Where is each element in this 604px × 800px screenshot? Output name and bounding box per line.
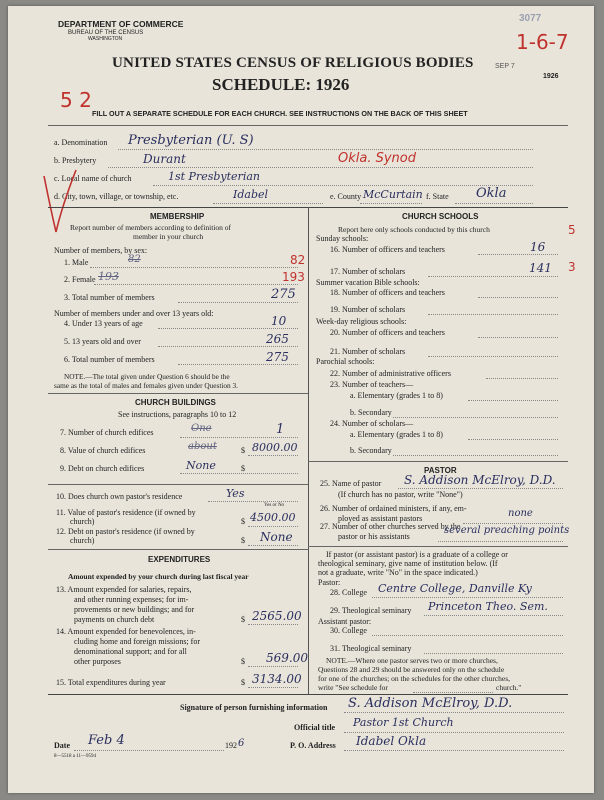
membership-intro-1: Report number of members according to definition of <box>70 223 231 232</box>
buildings-sub: See instructions, paragraphs 10 to 12 <box>118 410 237 419</box>
q15-dollar-sign: $ <box>241 678 245 687</box>
q21-underline <box>428 356 558 357</box>
q5-underline <box>158 346 298 347</box>
q8-value: 8000.00 <box>252 441 298 454</box>
pastor-subheading: Pastor: <box>318 578 341 587</box>
q17-underline <box>428 276 558 277</box>
po-address-label: P. O. Address <box>290 741 336 750</box>
q23a-underline <box>468 400 558 401</box>
q14-value: 569.00 <box>266 651 308 665</box>
column-divider <box>308 207 309 694</box>
q25-underline <box>398 488 563 489</box>
q15-underline <box>248 687 298 688</box>
q2-label: 2. Female <box>64 275 96 284</box>
q24-label: 24. Number of scholars— <box>330 419 414 428</box>
vbs-label: Summer vacation Bible schools: <box>316 278 420 287</box>
pastor-note-5: church." <box>496 683 522 692</box>
q6-underline <box>178 364 298 365</box>
parochial-label: Parochial schools: <box>316 357 375 366</box>
date-year-suffix: 6 <box>238 738 245 749</box>
official-title-value: Pastor 1st Church <box>353 716 454 729</box>
membership-note-1: NOTE.—The total given under Question 6 should be the <box>64 372 230 381</box>
stamp-date: SEP 7 <box>495 63 515 70</box>
pastor-heading: PASTOR <box>424 466 457 475</box>
left-margin-annotation: 5 2 <box>60 88 92 112</box>
q7-value: 1 <box>276 422 285 437</box>
weekday-label: Week-day religious schools: <box>316 317 407 326</box>
q18-underline <box>478 297 558 298</box>
q13-underline <box>248 624 298 625</box>
q7-struck-value: One <box>191 423 212 434</box>
po-address-value: Idabel Okla <box>356 734 427 748</box>
presbytery-label: b. Presbytery <box>54 156 97 165</box>
body-bottom-rule <box>48 694 568 695</box>
q7-underline <box>180 437 298 438</box>
q11-label: 11. Value of pastor's residence (if owned by <box>56 508 196 517</box>
q18-label: 18. Number of officers and teachers <box>330 288 445 297</box>
denomination-underline <box>118 149 533 150</box>
by-sex-label: Number of members, by sex: <box>54 246 148 255</box>
q15-label: 15. Total expenditures during year <box>56 678 166 687</box>
q28-value: Centre College, Danville Ky <box>378 582 532 595</box>
signature-underline <box>344 712 564 713</box>
q23-label: 23. Number of teachers— <box>330 380 414 389</box>
q11-underline <box>248 526 298 527</box>
q24a-label: a. Elementary (grades 1 to 8) <box>350 430 443 439</box>
q19-underline <box>428 314 558 315</box>
q26-value: none <box>508 508 533 519</box>
q28-underline <box>372 597 563 598</box>
header-rule <box>48 125 568 126</box>
q22-underline <box>486 378 558 379</box>
q9-label: 9. Debt on church edifices <box>60 464 145 473</box>
date-year-prefix: 192 <box>225 741 237 750</box>
sunday-schools-label: Sunday schools: <box>316 234 369 243</box>
expenditures-heading: EXPENDITURES <box>148 555 211 564</box>
q20-label: 20. Number of officers and teachers <box>330 328 445 337</box>
q23b-label: b. Secondary <box>350 408 392 417</box>
bureau-city: WASHINGTON <box>88 36 123 42</box>
state-underline <box>455 203 533 204</box>
q12-label-2: church) <box>70 536 95 545</box>
q25-label: 25. Name of pastor <box>320 479 382 488</box>
q27-line-1: 27. Number of other churches served by the <box>320 522 461 531</box>
q25-note: (If church has no pastor, write "None") <box>338 490 463 499</box>
date-underline <box>74 750 224 751</box>
presbytery-underline <box>108 167 533 168</box>
q29-underline <box>424 615 563 616</box>
q12-underline <box>248 545 298 546</box>
q31-label: 31. Theological seminary <box>330 644 412 653</box>
stamp-number: 3077 <box>519 13 542 24</box>
q11-dollar-sign: $ <box>241 517 245 526</box>
q26-underline <box>463 523 563 524</box>
q3-value: 275 <box>271 287 296 302</box>
q11-value: 4500.00 <box>250 511 296 524</box>
schools-heading: CHURCH SCHOOLS <box>402 212 479 221</box>
q17-value: 141 <box>529 261 552 275</box>
q9-dollar-sign: $ <box>241 464 245 473</box>
yes-or-no-hint: Yes or No <box>264 503 285 508</box>
q1-struck-value: 82 <box>128 254 141 265</box>
county-label: e. County <box>330 192 362 201</box>
q12-dollar-sign: $ <box>241 536 245 545</box>
q2-underline <box>94 284 298 285</box>
q13-value: 2565.00 <box>252 609 302 623</box>
pastor-note-4: write "See schedule for <box>318 683 388 692</box>
membership-intro-2: member in your church <box>133 232 204 241</box>
college-instruction-3: not a graduate, write "No" in the space indicated.) <box>318 568 478 577</box>
local-name-value: 1st Presbyterian <box>168 170 260 183</box>
q13-line-4: payments on church debt <box>74 615 155 624</box>
q9-value: None <box>186 459 216 472</box>
q25-value: S. Addison McElroy, D.D. <box>404 473 556 487</box>
schedule-year: SCHEDULE: 1926 <box>212 75 350 94</box>
membership-bottom-rule <box>48 393 308 394</box>
q24b-underline <box>393 455 558 456</box>
corner-annotation: 1-6-7 <box>516 30 569 54</box>
q15-value: 3134.00 <box>252 672 302 686</box>
q20-underline <box>478 337 558 338</box>
q26-line-2: ployed as assistant pastors <box>338 514 423 523</box>
q14-line-4: other purposes <box>74 657 121 666</box>
q14-line-1: 14. Amount expended for benevolences, in- <box>56 627 196 636</box>
q2-value: 193 <box>282 270 305 284</box>
q9-rule <box>48 484 308 485</box>
presbytery-synod-note: Okla. Synod <box>338 151 416 166</box>
city-value: Idabel <box>233 188 269 201</box>
q3-label: 3. Total number of members <box>64 293 155 302</box>
q27-line-2: pastor or his assistants <box>338 532 410 541</box>
q13-dollar-sign: $ <box>241 615 245 624</box>
q27-underline <box>438 541 563 542</box>
state-value: Okla <box>476 186 507 201</box>
q4-value: 10 <box>271 314 287 328</box>
po-address-underline <box>344 750 564 751</box>
pastor-note-3: for one of the churches; on the schedules for the other churches, <box>318 674 511 683</box>
schools-intro: Report here only schools conducted by this church <box>338 225 490 234</box>
q3-underline <box>178 302 298 303</box>
q17-annotation: 3 <box>568 260 576 274</box>
q27-value: several preaching points <box>444 525 570 536</box>
q29-value: Princeton Theo. Sem. <box>428 600 548 613</box>
q24b-label: b. Secondary <box>350 446 392 455</box>
pastor-note-2: Questions 28 and 29 should be answered only on the schedule <box>318 665 505 674</box>
denomination-value: Presbyterian (U. S) <box>128 133 254 148</box>
q16-underline <box>478 254 558 255</box>
q29-label: 29. Theological seminary <box>330 606 412 615</box>
q7-label: 7. Number of church edifices <box>60 428 154 437</box>
official-title-label: Official title <box>294 723 336 732</box>
pastor-note-1: NOTE.—Where one pastor serves two or more churches, <box>326 656 498 665</box>
q14-underline <box>248 666 298 667</box>
census-schedule-sheet <box>8 6 594 793</box>
assistant-pastor-subheading: Assistant pastor: <box>318 617 372 626</box>
q8-label: 8. Value of church edifices <box>60 446 146 455</box>
buildings-heading: CHURCH BUILDINGS <box>135 398 216 407</box>
q22-label: 22. Number of administrative officers <box>330 369 451 378</box>
q26-line-1: 26. Number of ordained ministers, if any, em- <box>320 504 467 513</box>
q4-underline <box>158 328 298 329</box>
q5-label: 5. 13 years old and over <box>64 337 141 346</box>
q13-line-2: and other running expenses; for im- <box>74 595 189 604</box>
signature-value: S. Addison McElroy, D.D. <box>348 696 513 711</box>
department-name: DEPARTMENT OF COMMERCE <box>58 19 184 29</box>
q12-label: 12. Debt on pastor's residence (if owned by <box>56 527 195 536</box>
q4-label: 4. Under 13 years of age <box>64 319 143 328</box>
q28-label: 28. College <box>330 588 367 597</box>
q21-label: 21. Number of scholars <box>330 347 406 356</box>
q2-struck-value: 193 <box>98 270 119 283</box>
bureau-name: BUREAU OF THE CENSUS <box>68 30 144 36</box>
membership-note-2: same as the total of males and females given under Question 3. <box>54 381 238 390</box>
q5-value: 265 <box>266 332 289 346</box>
q14-line-2: cluding home and foreign missions; for <box>74 637 200 646</box>
buildings-bottom-rule <box>48 549 308 550</box>
q14-dollar-sign: $ <box>241 657 245 666</box>
college-instruction-2: theological seminary, give name of institution below. (If <box>318 559 498 568</box>
form-title: UNITED STATES CENSUS OF RELIGIOUS BODIES <box>112 55 474 71</box>
q17-label: 17. Number of scholars <box>330 267 406 276</box>
q13-line-1: 13. Amount expended for salaries, repairs, <box>56 585 192 594</box>
q10-underline <box>208 501 298 502</box>
fill-instruction: FILL OUT A SEPARATE SCHEDULE FOR EACH CHURCH. SEE INSTRUCTIONS ON THE BACK OF THIS SHEET <box>92 109 468 118</box>
q24a-underline <box>468 439 558 440</box>
presbytery-value: Durant <box>143 152 186 166</box>
q16-label: 16. Number of officers and teachers <box>330 245 445 254</box>
q16-value: 16 <box>530 240 546 254</box>
q30-underline <box>372 635 563 636</box>
stamp-year: 1926 <box>543 73 559 80</box>
pastor-note-blank <box>413 692 493 693</box>
signature-label: Signature of person furnishing information <box>180 703 328 712</box>
q1-underline <box>90 267 298 268</box>
q1-value: 82 <box>290 253 306 267</box>
q23a-label: a. Elementary (grades 1 to 8) <box>350 391 443 400</box>
college-instruction-1: If pastor (or assistant pastor) is a graduate of a college or <box>326 550 508 559</box>
q30-label: 30. College <box>330 626 367 635</box>
q31-underline <box>424 653 563 654</box>
city-underline <box>213 203 323 204</box>
membership-heading: MEMBERSHIP <box>150 212 205 221</box>
schools-bottom-rule <box>308 461 568 462</box>
q11-label-2: church) <box>70 517 95 526</box>
q27-rule <box>308 546 568 547</box>
q12-value: None <box>260 530 293 544</box>
age-intro-label: Number of members under and over 13 years old: <box>54 309 214 318</box>
date-label: Date <box>54 741 70 750</box>
q16-annotation: 5 <box>568 223 576 237</box>
q23b-underline <box>393 417 558 418</box>
county-underline <box>360 203 422 204</box>
q10-label: 10. Does church own pastor's residence <box>56 492 183 501</box>
state-label: f. State <box>426 192 449 201</box>
county-value: McCurtain <box>363 188 423 201</box>
date-value: Feb 4 <box>88 733 125 748</box>
q9-underline <box>180 473 298 474</box>
q13-line-3: provements or new buildings; and for <box>74 605 195 614</box>
expenditures-sub: Amount expended by your church during last fiscal year <box>68 572 249 581</box>
q6-value: 275 <box>266 350 289 364</box>
official-title-underline <box>344 732 564 733</box>
local-name-label: c. Local name of church <box>54 174 132 183</box>
city-label: d. City, town, village, or township, etc. <box>54 192 179 201</box>
q19-label: 19. Number of scholars <box>330 305 406 314</box>
q1-label: 1. Male <box>64 258 89 267</box>
q6-label: 6. Total number of members <box>64 355 155 364</box>
q14-line-3: denominational support; and for all <box>74 647 187 656</box>
q10-value: Yes <box>226 487 245 500</box>
q8-struck-value: about <box>188 441 217 452</box>
denomination-label: a. Denomination <box>54 138 108 147</box>
form-code: 8—5518 a 11—9594 <box>54 754 97 759</box>
q8-dollar-sign: $ <box>241 446 245 455</box>
q8-underline <box>248 455 298 456</box>
